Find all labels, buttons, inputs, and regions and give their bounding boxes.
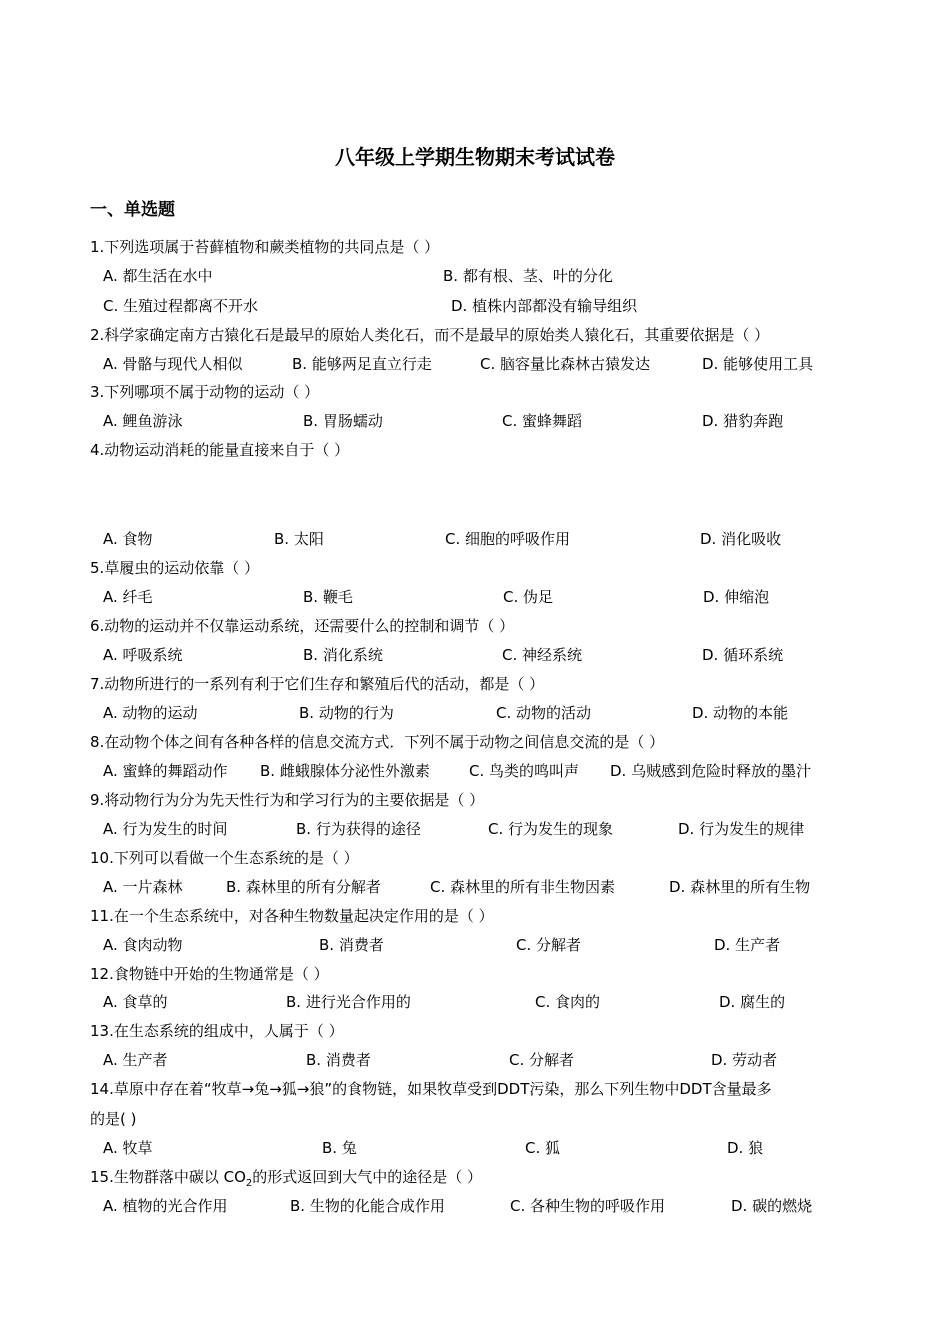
q9-option-c: C. 行为发生的现象 <box>488 820 614 838</box>
q12-option-b: B. 进行光合作用的 <box>286 993 411 1011</box>
question-11: 11.在一个生态系统中，对各种生物数量起决定作用的是（ ） <box>90 907 494 925</box>
q8-option-d: D. 乌贼感到危险时释放的墨汁 <box>610 762 812 780</box>
q13-option-b: B. 消费者 <box>306 1051 371 1069</box>
question-10: 10.下列可以看做一个生态系统的是（ ） <box>90 849 359 867</box>
q12-option-d: D. 腐生的 <box>719 993 786 1011</box>
q9-option-b: B. 行为获得的途径 <box>296 820 421 838</box>
q8-option-c: C. 鸟类的鸣叫声 <box>469 762 580 780</box>
question-6: 6.动物的运动并不仅靠运动系统，还需要什么的控制和调节（ ） <box>90 617 515 635</box>
co2-subscript: 2 <box>245 1178 253 1189</box>
page-title: 八年级上学期生物期末考试试卷 <box>335 145 615 169</box>
question-15 <box>90 1166 482 1189</box>
q14-option-b: B. 兔 <box>322 1139 357 1157</box>
q10-option-b: B. 森林里的所有分解者 <box>226 878 381 896</box>
q8-option-a: A. 蜜蜂的舞蹈动作 <box>103 762 228 780</box>
q14-option-d: D. 狼 <box>727 1139 764 1157</box>
q11-option-d: D. 生产者 <box>714 936 781 954</box>
question-12: 12.食物链中开始的生物通常是（ ） <box>90 965 329 983</box>
q7-option-c: C. 动物的活动 <box>496 704 592 722</box>
q3-option-c: C. 蜜蜂舞蹈 <box>502 412 583 430</box>
section-heading: 一、单选题 <box>90 200 175 220</box>
question-7: 7.动物所进行的一系列有利于它们生存和繁殖后代的活动，都是（ ） <box>90 675 545 693</box>
q13-option-c: C. 分解者 <box>509 1051 575 1069</box>
q8-option-b: B. 雌蛾腺体分泌性外激素 <box>260 762 430 780</box>
q4-option-a: A. 食物 <box>103 530 153 548</box>
question-8: 8.在动物个体之间有各种各样的信息交流方式．下列不属于动物之间信息交流的是（ ） <box>90 733 665 751</box>
q3-option-a: A. 鲤鱼游泳 <box>103 412 183 430</box>
q2-option-c: C. 脑容量比森林古猿发达 <box>480 355 651 373</box>
q1-option-c: C. 生殖过程都离不开水 <box>103 297 259 315</box>
q7-option-a: A. 动物的运动 <box>103 704 198 722</box>
q4-option-d: D. 消化吸收 <box>700 530 782 548</box>
q5-option-c: C. 伪足 <box>503 588 554 606</box>
q15-option-a: A. 植物的光合作用 <box>103 1197 228 1215</box>
q12-option-c: C. 食肉的 <box>535 993 601 1011</box>
question-14: 14.草原中存在着“牧草→兔→狐→狼”的食物链，如果牧草受到DDT污染，那么下列生物中DDT含量最多 <box>90 1080 772 1098</box>
q6-option-a: A. 呼吸系统 <box>103 646 183 664</box>
q11-option-b: B. 消费者 <box>319 936 384 954</box>
q10-option-d: D. 森林里的所有生物 <box>669 878 811 896</box>
q4-option-b: B. 太阳 <box>274 530 324 548</box>
q3-option-b: B. 胃肠蠕动 <box>303 412 383 430</box>
q6-option-b: B. 消化系统 <box>303 646 383 664</box>
q9-option-a: A. 行为发生的时间 <box>103 820 228 838</box>
q7-option-b: B. 动物的行为 <box>299 704 394 722</box>
question-1: 1.下列选项属于苔藓植物和蕨类植物的共同点是（ ） <box>90 238 440 256</box>
q10-option-a: A. 一片森林 <box>103 878 183 896</box>
q1-option-b: B. 都有根、茎、叶的分化 <box>443 267 613 285</box>
q15-option-c: C. 各种生物的呼吸作用 <box>510 1197 666 1215</box>
q4-option-c: C. 细胞的呼吸作用 <box>445 530 571 548</box>
q3-option-d: D. 猎豹奔跑 <box>702 412 784 430</box>
question-3: 3.下列哪项不属于动物的运动（ ） <box>90 383 320 401</box>
q2-option-b: B. 能够两足直立行走 <box>292 355 432 373</box>
q14-option-a: A. 牧草 <box>103 1139 153 1157</box>
q13-option-d: D. 劳动者 <box>711 1051 778 1069</box>
q11-option-a: A. 食肉动物 <box>103 936 183 954</box>
q2-option-a: A. 骨骼与现代人相似 <box>103 355 243 373</box>
q10-option-c: C. 森林里的所有非生物因素 <box>430 878 616 896</box>
question-4: 4.动物运动消耗的能量直接来自于（ ） <box>90 441 350 459</box>
q11-option-c: C. 分解者 <box>516 936 582 954</box>
question-2: 2.科学家确定南方古猿化石是最早的原始人类化石，而不是最早的原始类人猿化石，其重要依据是（ ） <box>90 326 770 344</box>
q5-option-a: A. 纤毛 <box>103 588 153 606</box>
question-15-stem-end: 的形式返回到大气中的途径是（ ） <box>252 1168 483 1186</box>
q7-option-d: D. 动物的本能 <box>692 704 789 722</box>
question-13: 13.在生态系统的组成中，人属于（ ） <box>90 1022 344 1040</box>
question-15-stem-start: 15.生物群落中碳以 CO <box>90 1168 246 1186</box>
q12-option-a: A. 食草的 <box>103 993 168 1011</box>
q1-option-d: D. 植株内部都没有输导组织 <box>451 297 638 315</box>
question-9: 9.将动物行为分为先天性行为和学习行为的主要依据是（ ） <box>90 791 485 809</box>
q5-option-b: B. 鞭毛 <box>303 588 353 606</box>
q1-option-a: A. 都生活在水中 <box>103 267 213 285</box>
q6-option-d: D. 循环系统 <box>702 646 784 664</box>
q15-option-b: B. 生物的化能合成作用 <box>290 1197 445 1215</box>
question-5: 5.草履虫的运动依靠（ ） <box>90 559 260 577</box>
q14-option-c: C. 狐 <box>525 1139 561 1157</box>
q5-option-d: D. 伸缩泡 <box>703 588 770 606</box>
q9-option-d: D. 行为发生的规律 <box>678 820 805 838</box>
question-14-line-2: 的是( ) <box>90 1110 137 1128</box>
q2-option-d: D. 能够使用工具 <box>702 355 814 373</box>
q15-option-d: D. 碳的燃烧 <box>731 1197 813 1215</box>
q6-option-c: C. 神经系统 <box>502 646 583 664</box>
q13-option-a: A. 生产者 <box>103 1051 168 1069</box>
